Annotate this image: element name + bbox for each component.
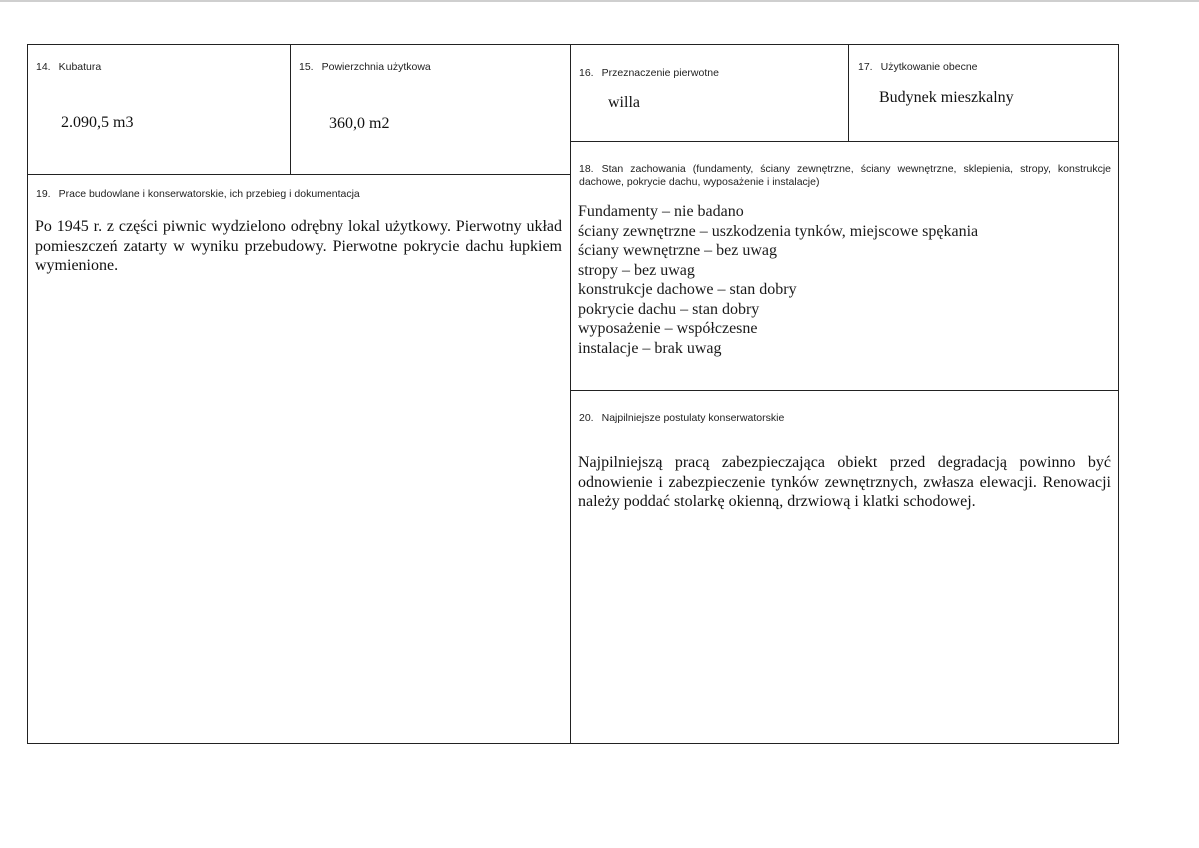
condition-line: wyposażenie – współczesne (578, 320, 758, 337)
divider-left-right-columns (570, 45, 571, 743)
field-15-number: 15. (299, 61, 314, 73)
field-20-number: 20. (579, 412, 594, 424)
field-17-value: Budynek mieszkalny (879, 89, 1014, 106)
field-18-title: Stan zachowania (fundamenty, ściany zewnętrzne, ściany wewnętrzne, sklepienia, stropy, konstrukcje dachowe, pokrycie dachu, wyposażenie i instalacje) (579, 163, 1111, 188)
condition-line: Fundamenty – nie badano (578, 203, 744, 220)
field-16-number: 16. (579, 67, 594, 79)
field-17-label (858, 61, 978, 74)
field-15-title: Powierzchnia użytkowa (321, 61, 431, 73)
field-16-title: Przeznaczenie pierwotne (601, 67, 719, 79)
field-14-number: 14. (36, 61, 51, 73)
field-20-text: Najpilniejszą pracą zabezpieczająca obiekt przed degradacją powinno być odnowienie i zabezpieczenie tynków zewnętrznych, zwłasza elewacji. Renowacji należy poddać stolarkę okienną, drzwiową i klatki schodowej. (578, 454, 1111, 510)
condition-line: ściany zewnętrzne – uszkodzenia tynków, miejscowe spękania (578, 222, 979, 240)
field-17-number: 17. (858, 61, 873, 73)
field-20-label (579, 412, 784, 425)
field-14-value: 2.090,5 m3 (61, 114, 134, 131)
condition-line: ściany wewnętrzne – bez uwag (578, 242, 778, 259)
field-18-label (579, 163, 1111, 189)
field-18-number: 18. (579, 163, 594, 175)
field-16-label (579, 67, 719, 80)
field-20-title: Najpilniejsze postulaty konserwatorskie (601, 412, 785, 424)
field-14-label (36, 61, 101, 74)
condition-line: pokrycie dachu – stan dobry (578, 300, 760, 318)
field-19-text: Po 1945 r. z części piwnic wydzielono odrębny lokal użytkowy. Pierwotny układ pomieszczeń zatarty w wyniku przebudowy. Pierwotne pokrycie dachu łupkiem wymienione. (35, 218, 562, 274)
record-card-form (27, 44, 1119, 744)
divider-row1-left (28, 174, 571, 175)
divider-14-15 (290, 45, 291, 174)
field-19-number: 19. (36, 188, 51, 200)
condition-line: stropy – bez uwag (578, 261, 695, 279)
field-19-label (36, 188, 360, 201)
divider-16-17 (848, 45, 849, 141)
field-14-title: Kubatura (58, 61, 102, 73)
field-19-title: Prace budowlane i konserwatorskie, ich przebieg i dokumentacja (58, 188, 360, 200)
field-15-label (299, 61, 431, 74)
scan-top-edge (0, 0, 1199, 2)
field-15-value: 360,0 m2 (329, 115, 390, 132)
condition-line: instalacje – brak uwag (578, 339, 722, 357)
divider-row1-right (570, 141, 1118, 142)
field-18-condition-list (578, 202, 978, 358)
divider-18-20 (570, 390, 1118, 391)
condition-line: konstrukcje dachowe – stan dobry (578, 281, 797, 298)
field-17-title: Użytkowanie obecne (880, 61, 978, 73)
field-16-value: willa (608, 94, 640, 111)
